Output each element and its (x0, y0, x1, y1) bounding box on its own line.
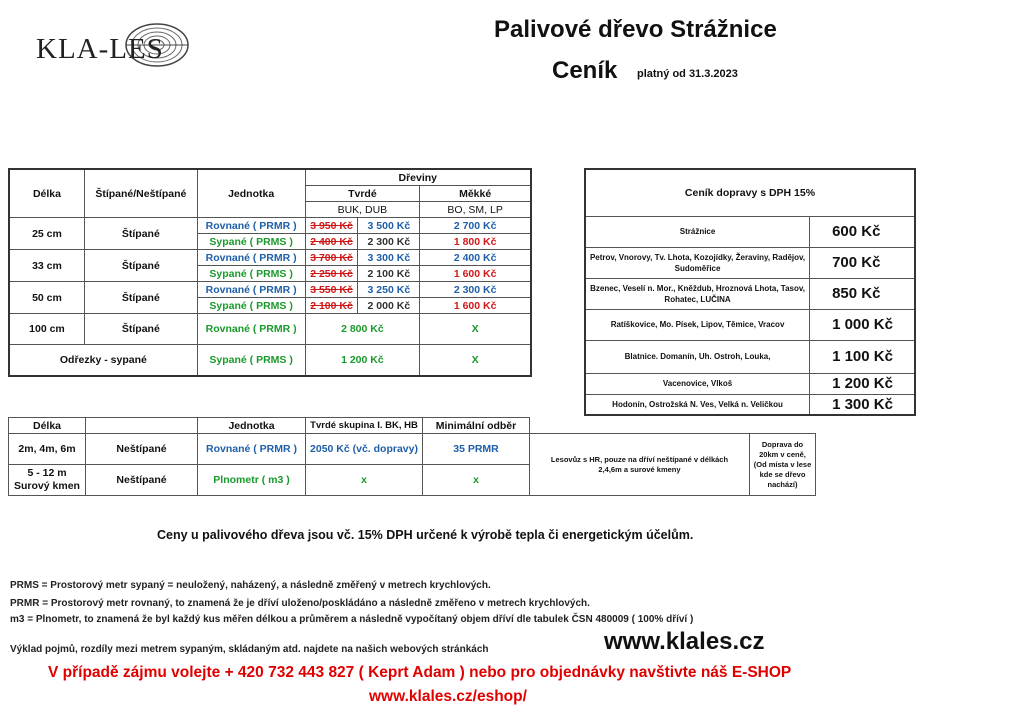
header-length: Délka (9, 169, 84, 218)
soft-price: X (420, 314, 531, 345)
definition-explain: Výklad pojmů, rozdíly mezi metrem sypaným, skládaným atd. najdete na našich webových stránkách (10, 644, 489, 655)
hard-price: 3 500 Kč (358, 218, 420, 234)
transport-title: Ceník dopravy s DPH 15% (585, 169, 915, 216)
hard-price: 3 300 Kč (358, 250, 420, 266)
logo-text: KLA-LES (36, 33, 164, 65)
transport-place: Strážnice (585, 216, 810, 247)
row-unit: Rovnané ( PRMR ) (197, 314, 305, 345)
transport-place: Blatnice. Domanín, Uh. Ostroh, Louka, (585, 340, 810, 373)
header-hard: Tvrdé (305, 186, 420, 202)
row-split: Štípané (84, 282, 197, 314)
valid-from: platný od 31.3.2023 (637, 68, 738, 80)
row-unit: Sypané ( PRMS ) (197, 234, 305, 250)
scraps-label: Odřezky - sypané (9, 345, 197, 376)
header-wood: Dřeviny (305, 169, 531, 186)
transport-row (585, 247, 915, 278)
log-min: 35 PRMR (423, 434, 530, 465)
soft-price: 1 800 Kč (420, 234, 531, 250)
log-table (8, 417, 816, 496)
header-soft-types: BO, SM, LP (420, 202, 531, 218)
old-price: 3 950 Kč (305, 218, 358, 234)
company-logo (36, 22, 186, 68)
log-hard: 2050 Kč (vč. dopravy) (306, 434, 423, 465)
definition-prms: PRMS = Prostorový metr sypaný = neuložený, naházený, a následně změřený v metrech krychlových. (10, 580, 491, 591)
log-split: Neštípané (86, 434, 198, 465)
row-split: Štípané (84, 250, 197, 282)
price-table (8, 168, 532, 377)
transport-price: 600 Kč (810, 216, 915, 247)
log-min: x (423, 465, 530, 496)
transport-price: 700 Kč (810, 247, 915, 278)
log-split: Neštípané (86, 465, 198, 496)
row-unit: Rovnané ( PRMR ) (197, 282, 305, 298)
row-unit: Sypané ( PRMS ) (197, 345, 305, 376)
row-unit: Sypané ( PRMS ) (197, 298, 305, 314)
transport-price: 1 000 Kč (810, 309, 915, 340)
definition-prmr: PRMR = Prostorový metr rovnaný, to znamená že je dříví uloženo/poskládáno a následně změřeno v metrech krychlových. (10, 598, 590, 609)
old-price: 3 700 Kč (305, 250, 358, 266)
row-length: 33 cm (9, 250, 84, 282)
table-row (9, 434, 816, 465)
transport-price: 850 Kč (810, 278, 915, 309)
table-row (9, 314, 531, 345)
row-unit: Rovnané ( PRMR ) (197, 250, 305, 266)
old-price: 2 100 Kč (305, 298, 358, 314)
transport-price: 1 100 Kč (810, 340, 915, 373)
header-hard-types: BUK, DUB (305, 202, 420, 218)
log-note: Lesovůz s HR, pouze na dříví neštípané v délkách 2,4,6m a surové kmeny (530, 434, 750, 496)
header-unit: Jednotka (197, 169, 305, 218)
transport-place: Petrov, Vnorovy, Tv. Lhota, Kozojídky, Žeraviny, Radějov, Sudoměřice (585, 247, 810, 278)
row-split: Štípané (84, 314, 197, 345)
vat-note: Ceny u palivového dřeva jsou vč. 15% DPH určené k výrobě tepla či energetickým účelům. (157, 528, 694, 542)
log-length: 5 - 12 m Surový kmen (9, 465, 86, 496)
soft-price: X (420, 345, 531, 376)
log-length: 2m, 4m, 6m (9, 434, 86, 465)
row-length: 25 cm (9, 218, 84, 250)
old-price: 2 400 Kč (305, 234, 358, 250)
log-hard: x (306, 465, 423, 496)
eshop-link[interactable]: www.klales.cz/eshop/ (369, 688, 527, 705)
page-subtitle: Ceník (552, 57, 618, 84)
row-unit: Sypané ( PRMS ) (197, 266, 305, 282)
page-title: Palivové dřevo Strážnice (494, 16, 777, 43)
transport-row (585, 373, 915, 394)
transport-row (585, 340, 915, 373)
log-header-unit: Jednotka (198, 418, 306, 434)
row-length: 100 cm (9, 314, 84, 345)
soft-price: 1 600 Kč (420, 266, 531, 282)
transport-place: Hodonín, Ostrožská N. Ves, Velká n. Veličkou (585, 394, 810, 415)
log-unit: Rovnané ( PRMR ) (198, 434, 306, 465)
transport-price: 1 200 Kč (810, 373, 915, 394)
transport-price: 1 300 Kč (810, 394, 915, 415)
transport-place: Vacenovice, Vlkoš (585, 373, 810, 394)
definition-m3: m3 = Plnometr, to znamená že byl každý kus měřen délkou a průměrem a následně vypočítaný objem dříví dle tabulek ČSN 480009 ( 100% dříví ) (10, 614, 694, 625)
transport-row (585, 278, 915, 309)
transport-table (584, 168, 916, 416)
soft-price: 2 700 Kč (420, 218, 531, 234)
soft-price: 1 600 Kč (420, 298, 531, 314)
transport-row (585, 216, 915, 247)
hard-price: 2 800 Kč (305, 314, 420, 345)
contact-text: V případě zájmu volejte + 420 732 443 827 ( Keprt Adam ) nebo pro objednávky navštivte náš E-SHOP (48, 664, 792, 681)
log-header-length: Délka (9, 418, 86, 434)
log-header-min: Minimální odběr (423, 418, 530, 434)
row-length: 50 cm (9, 282, 84, 314)
transport-place: Ratíškovice, Mo. Písek, Lipov, Těmice, Vracov (585, 309, 810, 340)
header-soft: Měkké (420, 186, 531, 202)
old-price: 2 250 Kč (305, 266, 358, 282)
hard-price: 3 250 Kč (358, 282, 420, 298)
table-row (9, 345, 531, 376)
hard-price: 2 000 Kč (358, 298, 420, 314)
header-split: Štípané/Neštípané (84, 169, 197, 218)
soft-price: 2 400 Kč (420, 250, 531, 266)
row-unit: Rovnané ( PRMR ) (197, 218, 305, 234)
transport-row (585, 309, 915, 340)
transport-place: Bzenec, Veselí n. Mor., Kněždub, Hroznová Lhota, Tasov, Rohatec, LUČINA (585, 278, 810, 309)
transport-row (585, 394, 915, 415)
soft-price: 2 300 Kč (420, 282, 531, 298)
table-row (9, 250, 531, 266)
delivery-note: Doprava do 20km v ceně, (Od místa v lese kde se dřevo nachází) (750, 434, 816, 496)
row-split: Štípané (84, 218, 197, 250)
hard-price: 2 100 Kč (358, 266, 420, 282)
table-row (9, 282, 531, 298)
table-row (9, 218, 531, 234)
log-unit: Plnometr ( m3 ) (198, 465, 306, 496)
website-link[interactable]: www.klales.cz (604, 628, 765, 655)
log-header-hard: Tvrdé skupina I. BK, HB (306, 418, 423, 434)
old-price: 3 550 Kč (305, 282, 358, 298)
hard-price: 1 200 Kč (305, 345, 420, 376)
hard-price: 2 300 Kč (358, 234, 420, 250)
